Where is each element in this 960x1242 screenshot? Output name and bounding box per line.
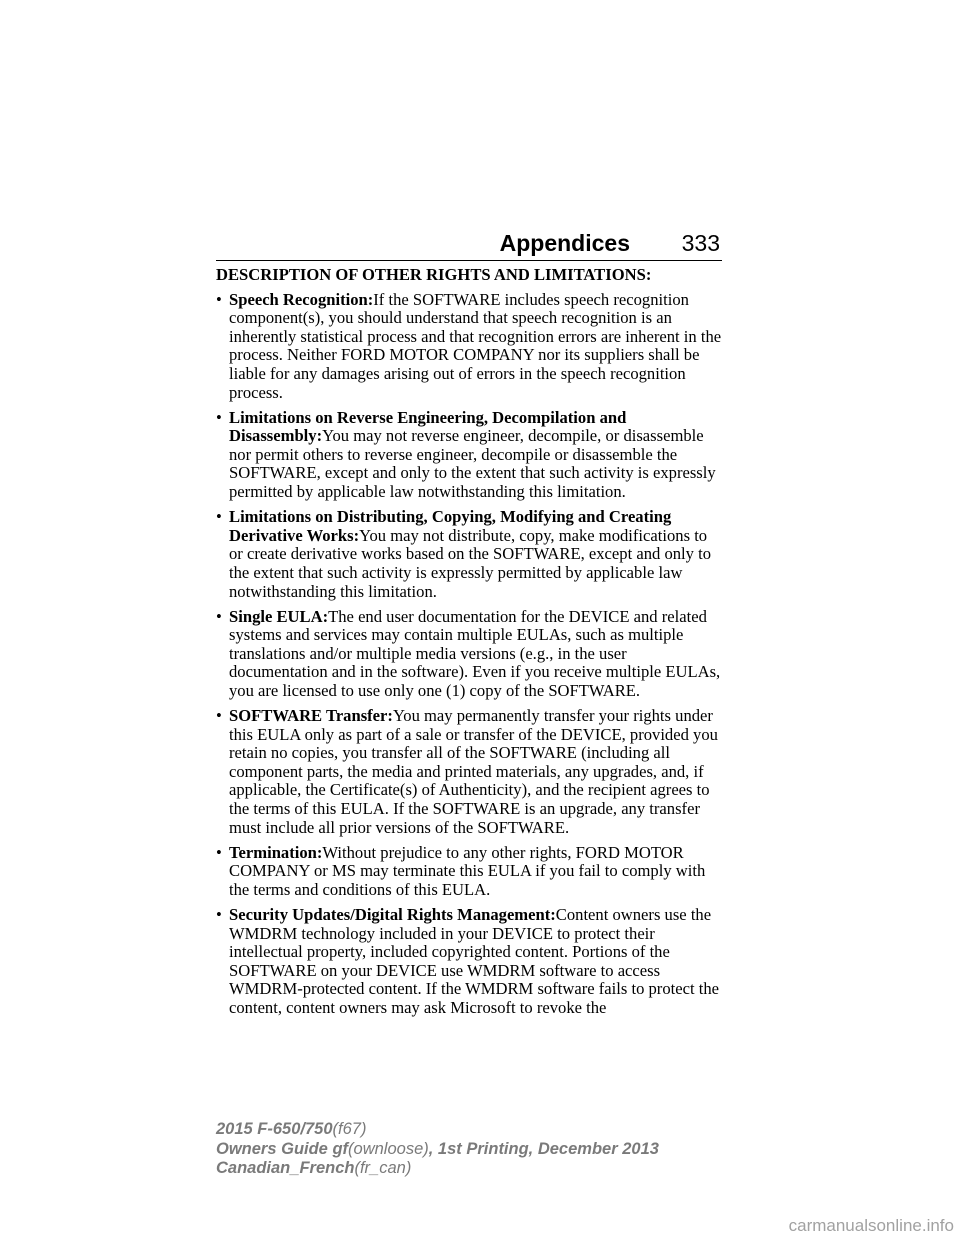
bullet-item bbox=[216, 906, 722, 1018]
bullet-item bbox=[216, 409, 722, 502]
page-number: 333 bbox=[681, 230, 720, 256]
bullet-term: SOFTWARE Transfer: bbox=[229, 706, 393, 726]
footer-line-guide bbox=[216, 1140, 659, 1160]
footer-printing: , 1st Printing, December 2013 bbox=[428, 1139, 659, 1158]
bullet-item bbox=[216, 291, 722, 403]
bullet-icon: • bbox=[216, 289, 222, 309]
section-title: Appendices bbox=[499, 230, 630, 256]
bullet-term: Termination: bbox=[229, 842, 323, 862]
bullet-item bbox=[216, 844, 722, 900]
bullet-text: The end user documentation for the DEVICE and related systems and services may contain multiple EULAs, such as multiple translations and/or multiple media versions (e.g., in the user documentation and in the software). Even if you receive multiple EULAs, you are licensed to use only one (1) copy of the SOFTWARE. bbox=[229, 606, 721, 700]
bullet-text: You may not distribute, copy, make modifications to or create derivative works based on the SOFTWARE, except and only to the extent that such activity is expressly permitted by applicable law notwithstanding this limitation. bbox=[229, 525, 712, 601]
bullet-list bbox=[216, 291, 722, 1018]
bullet-term: Limitations on Distributing, Copying, Modifying and Creating Derivative Works: bbox=[229, 507, 672, 545]
bullet-term: Speech Recognition: bbox=[229, 289, 374, 309]
page-footer bbox=[216, 1120, 659, 1179]
bullet-text: Content owners use the WMDRM technology included in your DEVICE to protect their intellectual property, included copyrighted content. Portions of the SOFTWARE on your DEVICE use WMDRM software to access WMDRM-protected content. If the WMDRM software fails to protect the content, content owners may ask Microsoft to revoke the bbox=[229, 905, 720, 1017]
bullet-icon: • bbox=[216, 407, 222, 427]
bullet-text: You may not reverse engineer, decompile, or disassemble nor permit others to reverse engineer, decompile or disassemble the SOFTWARE, except and only to the extent that such activity is expressly permitted by applicable law notwithstanding this limitation. bbox=[229, 426, 716, 502]
bullet-item bbox=[216, 508, 722, 601]
bullet-text: You may permanently transfer your rights under this EULA only as part of a sale or transfer of the DEVICE, provided you retain no copies, you transfer all of the SOFTWARE (including all component parts, the media and printed materials, any upgrades, and, if applicable, the Certificate(s) of Authenticity), and the recipient agrees to the terms of this EULA. If the SOFTWARE is an upgrade, any transfer must include all prior versions of the SOFTWARE. bbox=[229, 706, 718, 837]
footer-locale-code: (fr_can) bbox=[354, 1159, 412, 1177]
bullet-icon: • bbox=[216, 706, 222, 726]
bullet-text: If the SOFTWARE includes speech recognition component(s), you should understand that speech recognition is an inherently statistical process and that recognition errors are inherent in the process. Neither FORD MOTOR COMPANY nor its suppliers shall be liable for any damages arising out of errors in the speech recognition process. bbox=[229, 289, 722, 402]
footer-line-model bbox=[216, 1120, 659, 1140]
bullet-term: Security Updates/Digital Rights Management: bbox=[229, 905, 556, 924]
watermark: carmanualsonline.info bbox=[788, 1216, 954, 1235]
bullet-text: Without prejudice to any other rights, FORD MOTOR COMPANY or MS may terminate this EULA if you fail to comply with the terms and conditions of this EULA. bbox=[229, 842, 706, 899]
bullet-item bbox=[216, 707, 722, 837]
bullet-icon: • bbox=[216, 905, 222, 924]
bullet-item bbox=[216, 608, 722, 701]
bullet-icon: • bbox=[216, 842, 222, 862]
footer-locale: Canadian_French bbox=[216, 1159, 355, 1177]
bullet-term: Limitations on Reverse Engineering, Decompilation and Disassembly: bbox=[229, 407, 627, 446]
bullet-icon: • bbox=[216, 606, 222, 626]
page-header bbox=[216, 228, 722, 261]
footer-model-code: (f67) bbox=[332, 1120, 367, 1138]
bullet-icon: • bbox=[216, 507, 222, 527]
footer-guide-code: (ownloose) bbox=[348, 1139, 429, 1158]
footer-guide: Owners Guide gf bbox=[216, 1139, 349, 1158]
bullet-term: Single EULA: bbox=[229, 606, 329, 626]
page-body bbox=[216, 266, 722, 1024]
section-heading: DESCRIPTION OF OTHER RIGHTS AND LIMITATIONS: bbox=[216, 265, 652, 284]
footer-line-locale bbox=[216, 1159, 659, 1179]
footer-model: 2015 F-650/750 bbox=[216, 1120, 333, 1138]
